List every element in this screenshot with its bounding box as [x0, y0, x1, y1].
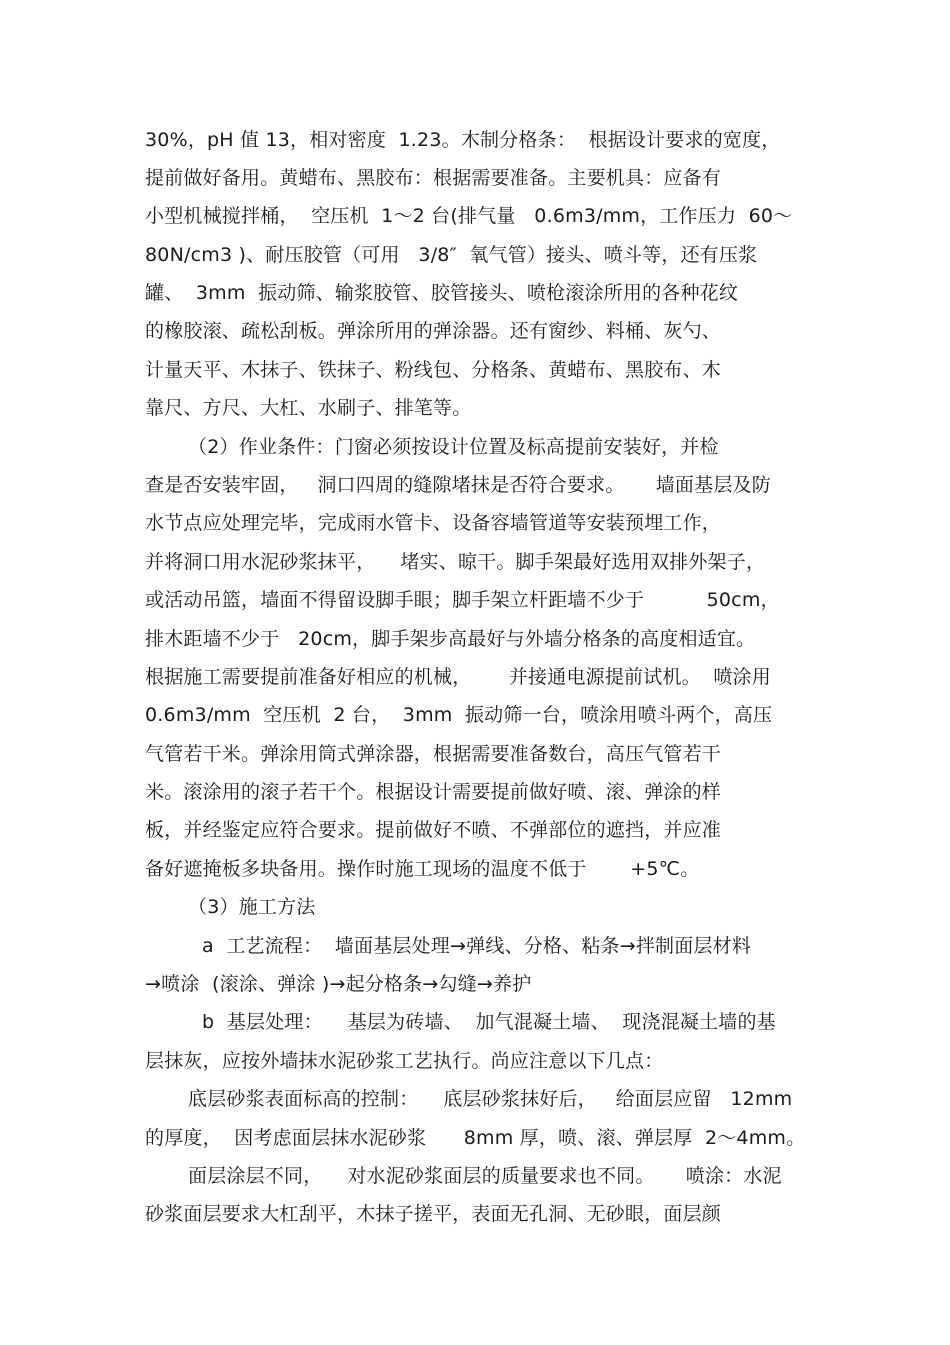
section-heading: （3）施工方法 — [188, 896, 316, 918]
text-line: 面层涂层不同， 对水泥砂浆面层的质量要求也不同。 喷涂：水泥 — [188, 1165, 782, 1187]
text-line: 层抹灰，应按外墙抹水泥砂浆工艺执行。尚应注意以下几点： — [145, 1050, 664, 1072]
text-line: a 工艺流程： 墙面基层处理→弹线、分格、粘条→拌制面层材料 — [202, 935, 752, 957]
text-line: 砂浆面层要求大杠刮平，木抹子搓平，表面无孔洞、无砂眼，面层颜 — [145, 1203, 722, 1225]
text-line: 0.6m3/mm 空压机 2 台， 3mm 振动筛一台，喷涂用喷斗两个，高压 — [145, 704, 773, 726]
text-line: 80N/cm3 )、耐压胶管（可用 3/8″ 氧气管）接头、喷斗等，还有压浆 — [145, 244, 758, 266]
text-line: 的橡胶滚、疏松刮板。弹涂所用的弹涂器。还有窗纱、料桶、灰勺、 — [145, 320, 722, 342]
text-line: 的厚度， 因考虑面层抹水泥砂浆 8mm 厚，喷、滚、弹层厚 2～4mm。 — [145, 1127, 806, 1149]
text-line: 30%，pH 值 13，相对密度 1.23。木制分格条： 根据设计要求的宽度， — [145, 129, 781, 151]
text-line: 查是否安装牢固， 洞口四周的缝隙堵抹是否符合要求。 墙面基层及防 — [145, 474, 771, 496]
text-line: →喷涂 (滚涂、弹涂 )→起分格条→勾缝→养护 — [145, 973, 532, 995]
text-line: 气管若干米。弹涂用筒式弹涂器，根据需要准备数台，高压气管若干 — [145, 743, 722, 765]
text-line: （2）作业条件：门窗必须按设计位置及标高提前安装好，并检 — [188, 436, 719, 458]
text-line: 罐、 3mm 振动筛、输浆胶管、胶管接头、喷枪滚涂所用的各种花纹 — [145, 282, 739, 304]
text-line: 计量天平、木抹子、铁抹子、粉线包、分格条、黄蜡布、黑胶布、木 — [145, 359, 722, 381]
text-line: 米。滚涂用的滚子若干个。根据设计需要提前做好喷、滚、弹涂的样 — [145, 781, 722, 803]
text-line: 靠尺、方尺、大杠、水刷子、排笔等。 — [145, 397, 472, 419]
text-line: 板，并经鉴定应符合要求。提前做好不喷、不弹部位的遮挡，并应准 — [145, 819, 722, 841]
text-line: 并将洞口用水泥砂浆抹平， 堵实、晾干。脚手架最好选用双排外架子， — [145, 551, 766, 573]
text-line: 或活动吊篮，墙面不得留设脚手眼；脚手架立杆距墙不少于 50cm， — [145, 589, 780, 611]
text-line: 备好遮掩板多块备用。操作时施工现场的温度不低于 +5℃。 — [145, 858, 700, 880]
text-line: 水节点应处理完毕，完成雨水管卡、设备容墙管道等安装预埋工作， — [145, 512, 722, 534]
text-line: 小型机械搅拌桶， 空压机 1～2 台(排气量 0.6m3/mm，工作压力 60～ — [145, 205, 793, 227]
text-line: 根据施工需要提前准备好相应的机械， 并接通电源提前试机。 喷涂用 — [145, 666, 771, 688]
text-line: b 基层处理： 基层为砖墙、 加气混凝土墙、 现浇混凝土墙的基 — [202, 1011, 776, 1033]
text-line: 底层砂浆表面标高的控制： 底层砂浆抹好后， 给面层应留 12mm — [188, 1088, 793, 1110]
text-line: 提前做好备用。黄蜡布、黑胶布：根据需要准备。主要机具：应备有 — [145, 167, 722, 189]
text-line: 排木距墙不少于 20cm，脚手架步高最好与外墙分格条的高度相适宜。 — [145, 628, 756, 650]
